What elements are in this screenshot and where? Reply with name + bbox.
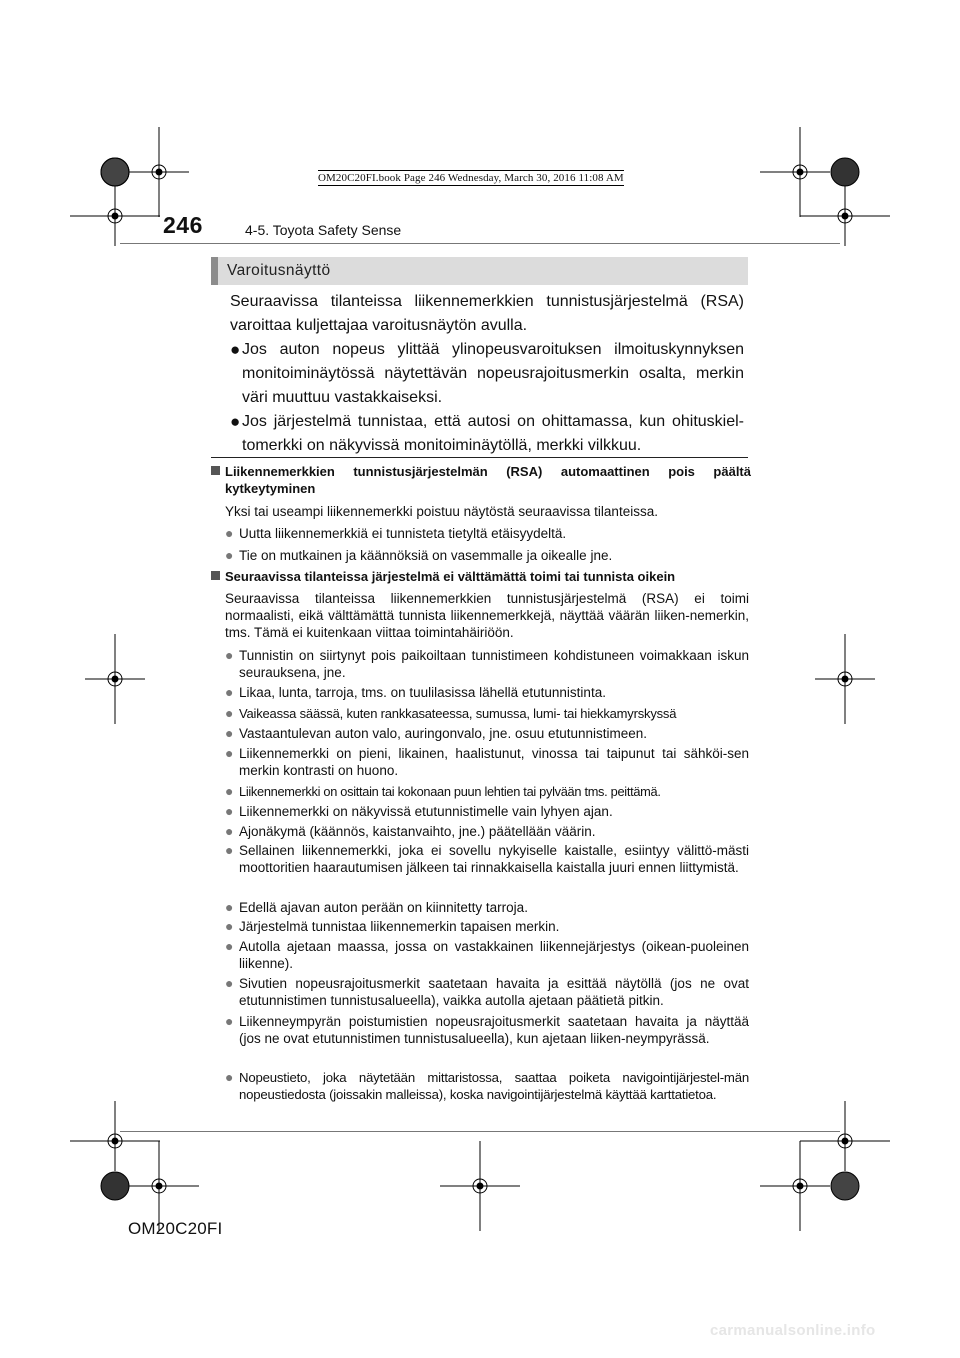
section-divider: [211, 457, 748, 458]
crop-star-icon: [831, 158, 859, 186]
list-item: ● Liikennemerkki on pieni, likainen, haalistunut, vinossa tai taipunut tai sähköi-sen merkin kontrasti on huono.: [225, 745, 749, 778]
crop-star-icon: [101, 158, 129, 186]
list-item: [230, 338, 744, 410]
crosshair-icon: [760, 127, 830, 217]
bullet-icon: ●: [225, 842, 234, 858]
list-item: ● Likaa, lunta, tarroja, tms. on tuulilasissa lähellä etutunnistinta.: [225, 684, 606, 700]
page-number: 246: [163, 212, 203, 238]
section-title-bar: [211, 257, 748, 285]
bullet-icon: ●: [225, 823, 234, 839]
list-item: ● Vaikeassa säässä, kuten rankkasateessa, sumussa, lumi- tai hiekkamyrskyssä: [225, 705, 677, 721]
bullet-icon: ●: [225, 1069, 234, 1085]
crosshair-icon: [800, 1101, 890, 1171]
list-item: ● Liikennemerkki on osittain tai kokonaan puun lehtien tai pylvään tms. peittämä.: [225, 783, 661, 799]
bullet-icon: ●: [225, 725, 234, 741]
bullet-icon: ●: [230, 412, 241, 431]
bullet-icon: ●: [225, 1013, 234, 1029]
list-item: ● Nopeustieto, joka näytetään mittaristossa, saattaa poiketa navigointijärjestel-män nopeustiedosta (joissakin malleissa), koska navigointijärjestelmä käyttää karttatietoa.: [225, 1069, 749, 1102]
list-item: ● Autolla ajetaan maassa, jossa on vastakkainen liikennejärjestys (oikean-puoleinen liikenne).: [225, 938, 749, 971]
crosshair-icon: [85, 634, 145, 724]
title-accent: [211, 257, 218, 285]
crosshair-icon: [129, 1141, 199, 1231]
list-item: ● Tunnistin on siirtynyt pois paikoiltaan tunnistimeen kohdistuneen voimakkaan iskun seurauksena, jne.: [225, 647, 749, 680]
book-stamp: OM20C20FI.book Page 246 Wednesday, March 30, 2016 11:08 AM: [318, 172, 624, 184]
bullet-icon: ●: [225, 783, 234, 799]
list-item: ● Vastaantulevan auton valo, auringonvalo, jne. osuu etutunnistimeen.: [225, 725, 648, 741]
list-item: ● Uutta liikennemerkkiä ei tunnisteta tietyltä etäisyydeltä.: [225, 525, 567, 541]
crosshair-icon: [70, 186, 160, 246]
document-code: OM20C20FI: [128, 1219, 223, 1238]
bullet-icon: ●: [225, 705, 234, 721]
note-heading: Liikennemerkkien tunnistusjärjestelmän (RSA) automaattinen pois päältä kytkeytyminen: [211, 463, 751, 497]
intro-paragraph: Seuraavissa tilanteissa liikennemerkkien tunnistusjärjestelmä (RSA) varoittaa kuljettajaa varoitusnäytön avulla.: [230, 293, 744, 334]
crop-star-icon: [101, 1172, 129, 1200]
list-item: ● Sellainen liikennemerkki, joka ei sovellu nykyiselle kaistalle, esiintyy välittö-mästi moottoritien haarautumisen jälkeen tai rinnakkaisella kaistalla juuri ennen liittymistä.: [225, 842, 749, 875]
section-header: 4-5. Toyota Safety Sense: [245, 222, 402, 238]
bullet-icon: ●: [225, 547, 234, 563]
bullet-icon: ●: [225, 803, 234, 819]
section-title: Varoitusnäyttö: [227, 262, 331, 279]
note-heading: Seuraavissa tilanteissa järjestelmä ei välttämättä toimi tai tunnista oikein: [211, 568, 751, 585]
crop-star-icon: [831, 1172, 859, 1200]
list-item: ● Liikennemerkki on näkyvissä etutunnistimelle vain lyhyen ajan.: [225, 803, 613, 819]
list-item-text: Jos järjestelmä tunnistaa, että autosi on ohittamassa, kun ohituskiel-tomerkki on näkyvissä monitoiminäytöllä, merkki vilkkuu.: [242, 413, 744, 454]
crosshair-icon: [440, 1141, 520, 1231]
bullet-icon: ●: [225, 899, 234, 915]
crosshair-icon: [800, 186, 890, 246]
bullet-icon: ●: [225, 745, 234, 761]
bullet-icon: ●: [225, 938, 234, 954]
list-item-text: Jos auton nopeus ylittää ylinopeusvaroituksen ilmoituskynnyksen monitoiminäytössä näytettävän nopeusrajoitusmerkin osalta, merkin väri muuttuu vastakkaiseksi.: [242, 341, 744, 406]
crosshair-icon: [70, 1101, 160, 1171]
bullet-icon: ●: [225, 647, 234, 663]
bullet-icon: ●: [225, 918, 234, 934]
list-item: ● Järjestelmä tunnistaa liikennemerkin tapaisen merkin.: [225, 918, 560, 934]
bullet-icon: ●: [225, 684, 234, 700]
list-item: ● Tie on mutkainen ja käännöksiä on vasemmalle ja oikealle jne.: [225, 547, 613, 563]
list-item: ● Liikenneympyrän poistumistien nopeusrajoitusmerkit saatetaan havaita ja näyttää (jos ne ovat etutunnistimen tunnistusalueella), kun ajetaan liiken-neympyrässä.: [225, 1013, 749, 1046]
note-paragraph: Seuraavissa tilanteissa liikennemerkkien tunnistusjärjestelmä (RSA) ei toimi normaalisti, eikä välttämättä tunnista liikennemerkkejä, näyttää väärän liiken-nemerkin, tms. Tämä ei kuitenkaan viittaa toimintahäiriöön.: [225, 591, 749, 640]
crosshair-icon: [129, 127, 189, 217]
square-bullet-icon: [211, 571, 220, 580]
note-paragraph: Yksi tai useampi liikennemerkki poistuu näytöstä seuraavissa tilanteissa.: [225, 504, 658, 519]
list-item: [230, 410, 744, 458]
crosshair-icon: [760, 1141, 830, 1231]
crosshair-icon: [815, 634, 875, 724]
list-item: ● Edellä ajavan auton perään on kiinnitetty tarroja.: [225, 899, 528, 915]
square-bullet-icon: [211, 466, 220, 475]
watermark: carmanualsonline.info: [710, 1322, 876, 1339]
list-item: ● Sivutien nopeusrajoitusmerkit saatetaan havaita ja esittää näytöllä (jos ne ovat etutunnistimen tunnistusalueella), vaikka autolla ajetaan päätietä pitkin.: [225, 975, 749, 1008]
bullet-icon: ●: [230, 340, 241, 359]
bullet-icon: ●: [225, 975, 234, 991]
list-item: ● Ajonäkymä (käännös, kaistanvaihto, jne.) päätellään väärin.: [225, 823, 596, 839]
bullet-icon: ●: [225, 525, 234, 541]
